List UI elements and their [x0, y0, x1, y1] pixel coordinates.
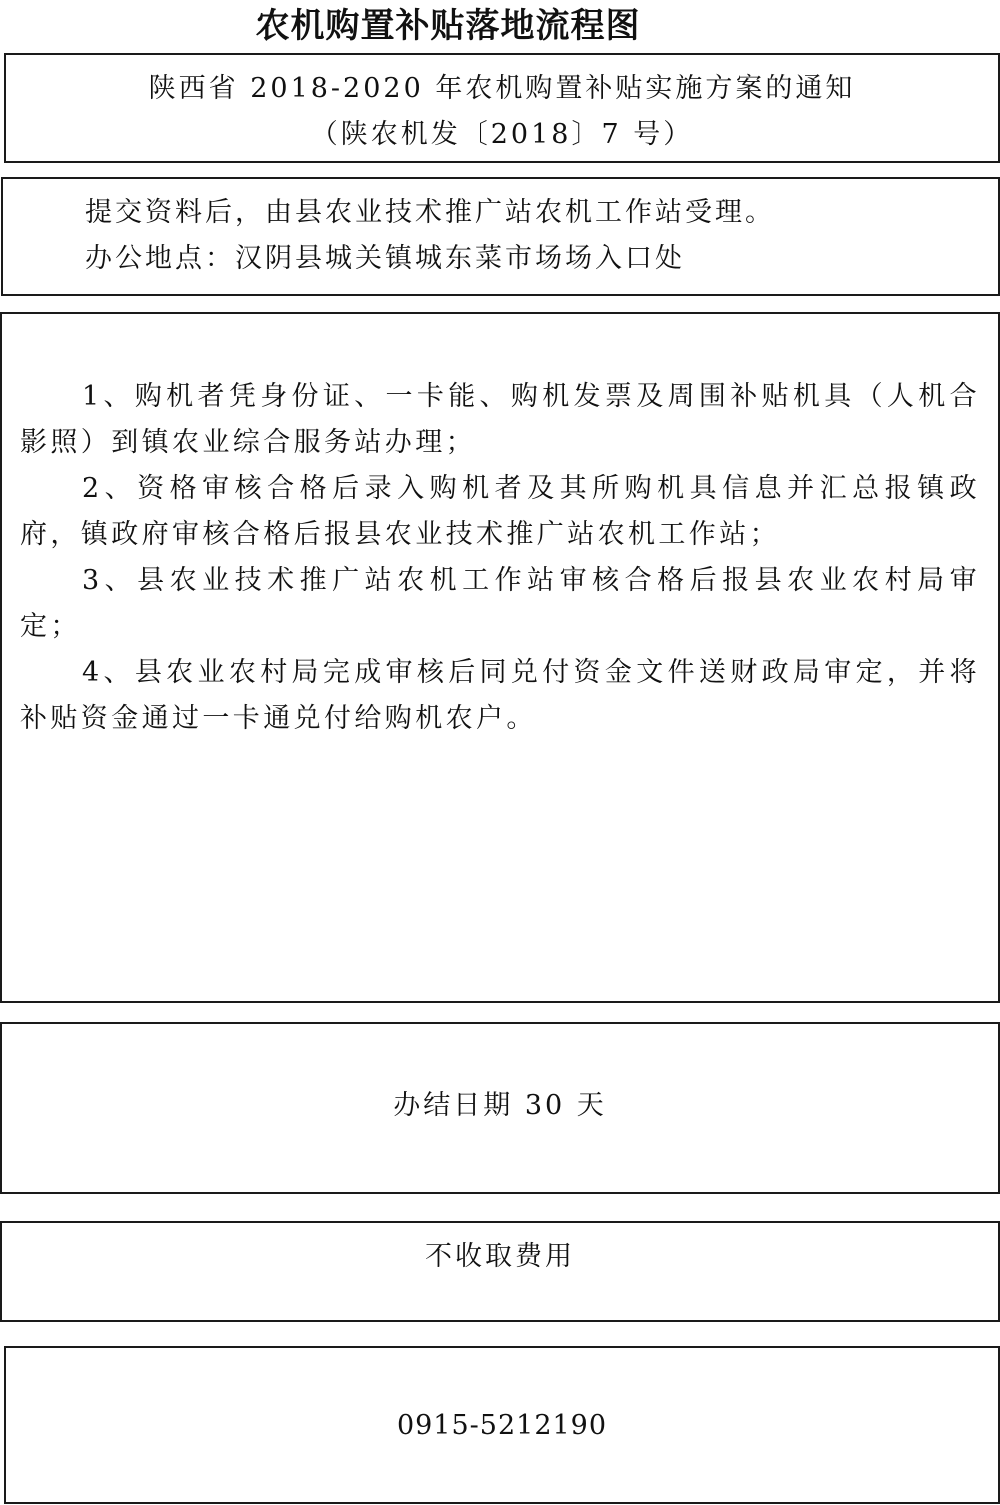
acceptance-box — [1, 177, 1000, 296]
processing-deadline: 办结日期 30 天 — [393, 1090, 607, 1121]
procedure-step-2: 2、资格审核合格后录入购机者及其所购机具信息并汇总报镇政府，镇政府审核合格后报县农业技术推广站农机工作站； — [20, 473, 980, 550]
procedure-step-4: 4、县农业农村局完成审核后同兑付资金文件送财政局审定，并将补贴资金通过一卡通兑付给购机农户。 — [20, 657, 980, 734]
policy-title: 陕西省 2018-2020 年农机购置补贴实施方案的通知 — [148, 73, 856, 104]
deadline-box — [0, 1022, 1000, 1194]
policy-document-number: （陕农机发〔2018〕7 号） — [310, 119, 694, 150]
contact-box — [4, 1346, 1000, 1504]
fee-box — [0, 1221, 1000, 1322]
acceptance-info: 提交资料后，由县农业技术推广站农机工作站受理。 — [85, 197, 775, 228]
policy-document-box — [4, 53, 1000, 163]
page-title: 农机购置补贴落地流程图 — [255, 6, 641, 46]
procedure-steps-box — [0, 312, 1000, 1003]
procedure-steps-list — [20, 374, 980, 742]
procedure-step-3: 3、县农业技术推广站农机工作站审核合格后报县农业农村局审定； — [20, 565, 980, 642]
procedure-step-1: 1、购机者凭身份证、一卡能、购机发票及周围补贴机具（人机合影照）到镇农业综合服务站办理； — [20, 381, 980, 458]
contact-phone: 0915-5212190 — [396, 1410, 608, 1441]
fee-notice: 不收取费用 — [425, 1241, 575, 1272]
office-address: 办公地点：汉阴县城关镇城东菜市场场入口处 — [85, 243, 685, 274]
